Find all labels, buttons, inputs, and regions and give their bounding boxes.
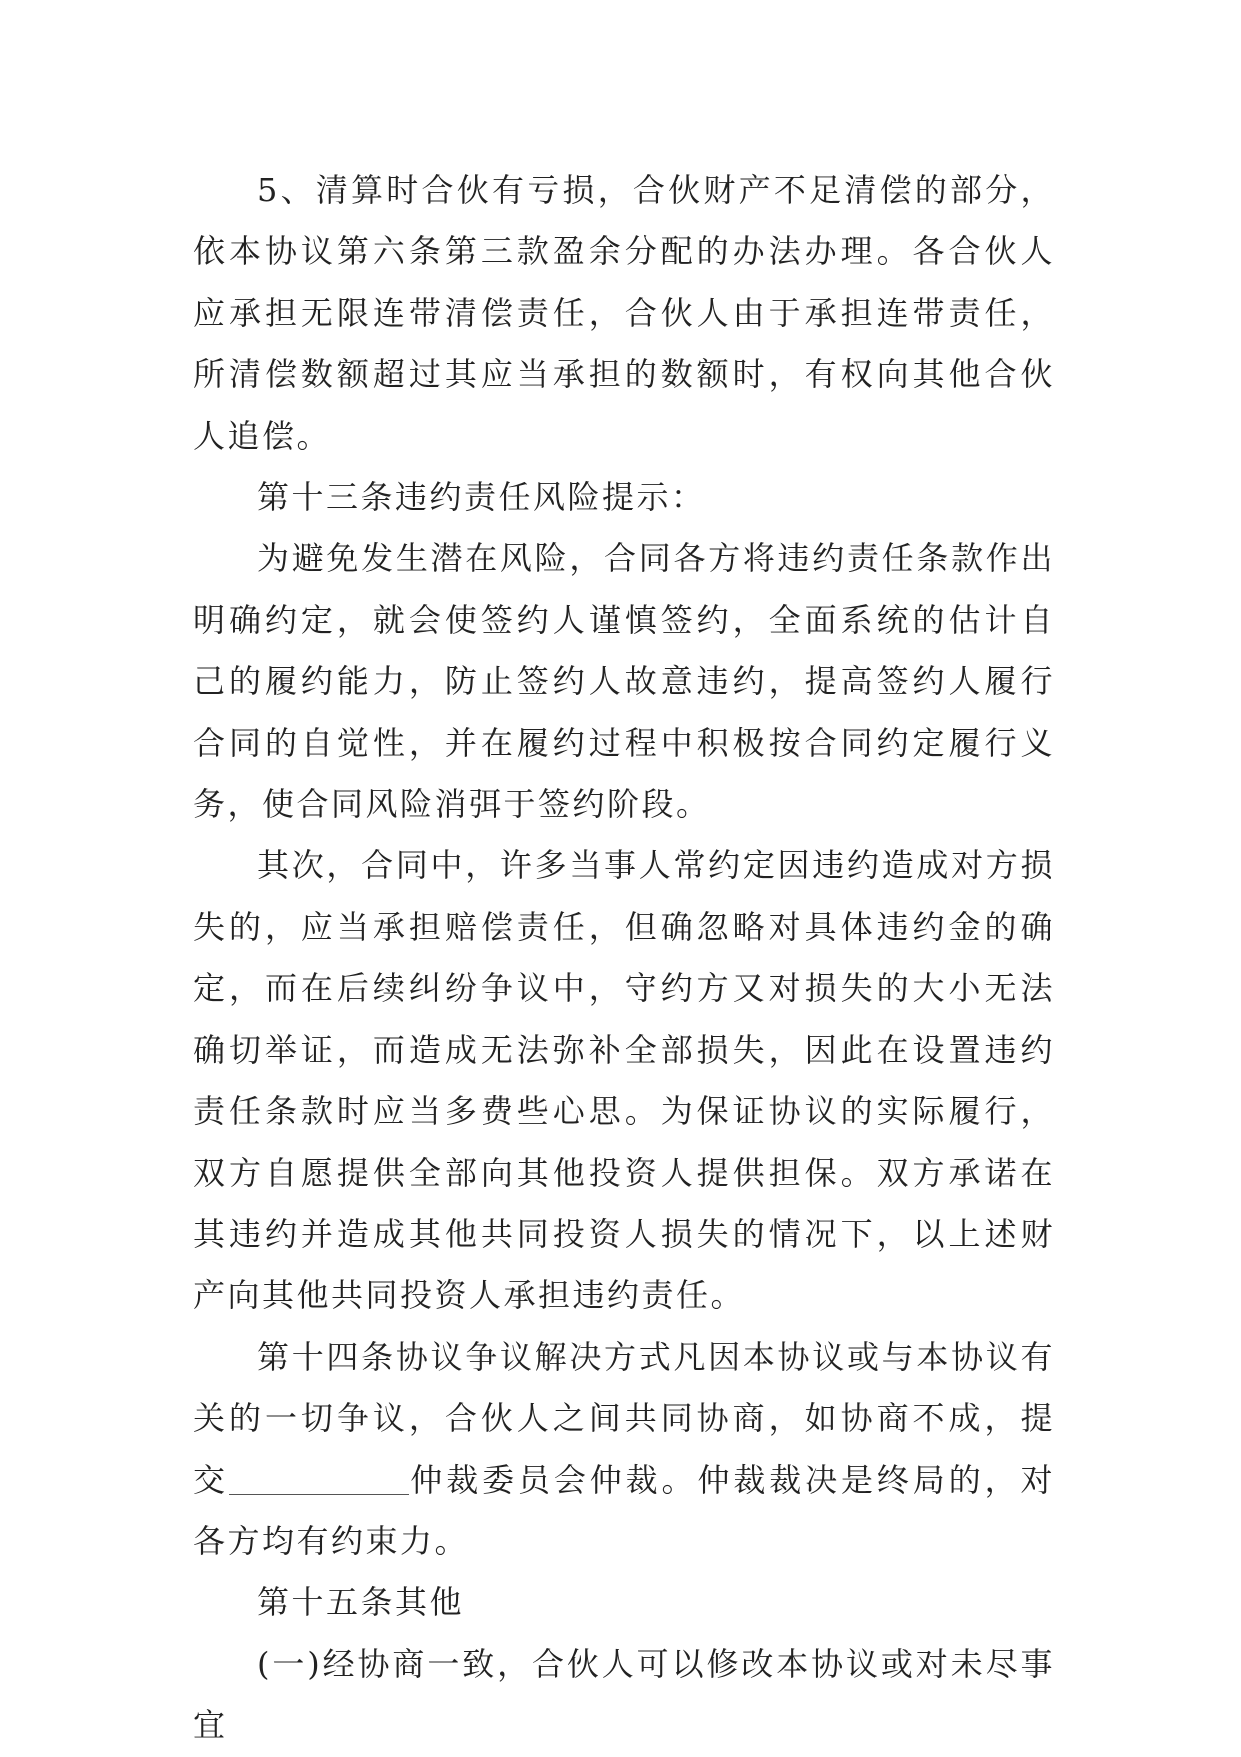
paragraph-article-14-dispute	[193, 1327, 1055, 1573]
paragraph-article-15-heading: 第十五条其他	[257, 1583, 465, 1622]
paragraph-liquidated-damages: 其次，合同中，许多当事人常约定因违约造成对方损失的，应当承担赔偿责任，但确忽略对具体违约金的确定，而在后续纠纷争议中，守约方又对损失的大小无法确切举证，而造成无法弥补全部损失，因此在设置违约责任条款时应当多费些心思。为保证协议的实际履行，双方自愿提供全部向其他投资人提供担保。双方承诺在其违约并造成其他共同投资人损失的情况下，以上述财产向其他共同投资人承担违约责任。	[193, 846, 1055, 1315]
paragraph-liquidation-loss: 5、清算时合伙有亏损，合伙财产不足清偿的部分，依本协议第六条第三款盈余分配的办法办理。各合伙人应承担无限连带清偿责任，合伙人由于承担连带责任，所清偿数额超过其应当承担的数额时，有权向其他合伙人追偿。	[193, 171, 1055, 455]
dispute-text-after-blank: 仲裁委员会仲裁。仲裁裁决是终局的，对各方均有约束力。	[193, 1460, 1055, 1560]
dispute-text-before-blank: 第十四条协议争议解决方式凡因本协议或与本协议有关的一切争议，合伙人之间共同协商，如协商不成，提交	[193, 1337, 1055, 1499]
paragraph-article-15-item-1: (一)经协商一致，合伙人可以修改本协议或对未尽事宜	[193, 1644, 1055, 1745]
document-body	[193, 160, 1055, 1757]
arbitration-commission-blank	[229, 1462, 409, 1495]
paragraph-article-13-heading: 第十三条违约责任风险提示：	[257, 478, 706, 517]
paragraph-risk-avoidance: 为避免发生潜在风险，合同各方将违约责任条款作出明确约定，就会使签约人谨慎签约，全面系统的估计自己的履约能力，防止签约人故意违约，提高签约人履行合同的自觉性，并在履约过程中积极按合同约定履行义务，使合同风险消弭于签约阶段。	[193, 539, 1055, 824]
